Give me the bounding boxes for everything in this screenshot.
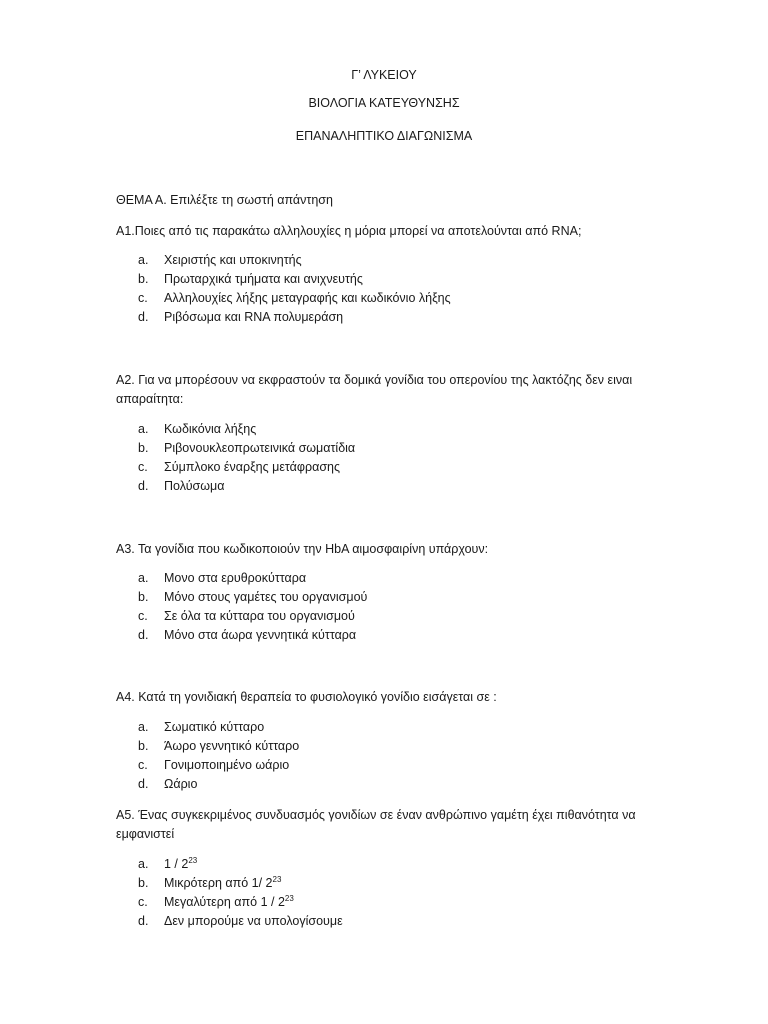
option-item xyxy=(138,893,343,912)
option-text: Σε όλα τα κύτταρα του οργανισμού xyxy=(164,609,355,623)
header-subject: ΒΙΟΛΟΓΙΑ ΚΑΤΕΥΘΥΝΣΗΣ xyxy=(308,96,460,110)
option-item xyxy=(138,251,451,270)
option-item xyxy=(138,756,299,775)
option-superscript: 23 xyxy=(272,875,282,884)
option-letter: b. xyxy=(138,876,149,890)
option-item xyxy=(138,874,343,893)
option-letter: d. xyxy=(138,628,149,642)
option-item xyxy=(138,420,355,439)
option-text: Μόνο στα άωρα γεννητικά κύτταρα xyxy=(164,628,357,642)
options-a5 xyxy=(138,855,343,931)
option-item xyxy=(138,308,451,327)
option-item xyxy=(138,855,343,874)
option-text: Χειριστής και υποκινητής xyxy=(164,253,302,267)
question-a5: Α5. Ένας συγκεκριμένος συνδυασμός γονιδίων σε έναν ανθρώπινο γαμέτη έχει πιθανότητα να εμφανιστεί xyxy=(116,808,636,841)
option-superscript: 23 xyxy=(284,894,294,903)
option-text: Σύμπλοκο έναρξης μετάφρασης xyxy=(164,460,341,474)
section-title: ΘΕΜΑ Α. Επιλέξτε τη σωστή απάντηση xyxy=(116,193,333,207)
options-a2 xyxy=(138,420,355,496)
option-item xyxy=(138,270,451,289)
option-letter: a. xyxy=(138,857,149,871)
options-a4 xyxy=(138,718,299,794)
option-letter: a. xyxy=(138,422,149,436)
option-letter: a. xyxy=(138,720,149,734)
option-letter: a. xyxy=(138,571,149,585)
option-letter: b. xyxy=(138,441,149,455)
option-item xyxy=(138,439,355,458)
header-exam: ΕΠΑΝΑΛΗΠΤΙΚΟ ΔΙΑΓΩΝΙΣΜΑ xyxy=(295,129,473,143)
question-a1: Α1.Ποιες από τις παρακάτω αλληλουχίες η μόρια μπορεί να αποτελούνται από RNA; xyxy=(116,224,582,238)
option-text: Πολύσωμα xyxy=(164,479,225,493)
question-a2: Α2. Για να μπορέσουν να εκφραστούν τα δομικά γονίδια του οπερονίου της λακτόζης δεν ειναι απαραίτητα: xyxy=(116,373,633,406)
option-item xyxy=(138,289,451,308)
option-text: Μεγαλύτερη από 1 / 2 xyxy=(164,895,285,909)
option-text: Ριβόσωμα και RNA πολυμεράση xyxy=(164,310,344,324)
option-text: Ωάριο xyxy=(164,777,198,791)
option-item xyxy=(138,477,355,496)
option-text: Αλληλουχίες λήξης μεταγραφής και κωδικόνιο λήξης xyxy=(164,291,451,305)
option-text: Ριβονουκλεοπρωτεινικά σωματίδια xyxy=(164,441,356,455)
question-a3: Α3. Τα γονίδια που κωδικοποιούν την HbA αιμοσφαιρίνη υπάρχουν: xyxy=(116,542,489,556)
option-letter: c. xyxy=(138,895,148,909)
option-item xyxy=(138,775,299,794)
option-text: Άωρο γεννητικό κύτταρο xyxy=(164,739,300,753)
option-letter: d. xyxy=(138,777,149,791)
option-text: Γονιμοποιημένο ωάριο xyxy=(164,758,290,772)
option-item xyxy=(138,737,299,756)
option-item xyxy=(138,458,355,477)
header-grade: Γ’ ΛΥΚΕΙΟΥ xyxy=(351,68,417,82)
option-item xyxy=(138,626,367,645)
option-letter: a. xyxy=(138,253,149,267)
option-item xyxy=(138,588,367,607)
option-text: Δεν μπορούμε να υπολογίσουμε xyxy=(164,914,343,928)
option-letter: c. xyxy=(138,758,148,772)
option-text: Μικρότερη από 1/ 2 xyxy=(164,876,273,890)
option-item xyxy=(138,569,367,588)
question-a4: Α4. Κατά τη γονιδιακή θεραπεία το φυσιολογικό γονίδιο εισάγεται σε : xyxy=(116,690,497,704)
option-text: Μόνο στους γαμέτες του οργανισμού xyxy=(164,590,368,604)
options-a3 xyxy=(138,569,367,645)
option-letter: d. xyxy=(138,479,149,493)
options-a1 xyxy=(138,251,451,327)
option-letter: b. xyxy=(138,590,149,604)
option-letter: b. xyxy=(138,272,149,286)
option-letter: c. xyxy=(138,291,148,305)
option-text: Σωματικό κύτταρο xyxy=(164,720,265,734)
option-superscript: 23 xyxy=(188,856,198,865)
option-letter: b. xyxy=(138,739,149,753)
option-text: Κωδικόνια λήξης xyxy=(164,422,257,436)
option-text: 1 / 2 xyxy=(164,857,189,871)
option-item xyxy=(138,912,343,931)
option-letter: c. xyxy=(138,609,148,623)
option-text: Πρωταρχικά τμήματα και ανιχνευτής xyxy=(164,272,363,286)
option-item xyxy=(138,607,367,626)
option-letter: c. xyxy=(138,460,148,474)
option-text: Μονο στα ερυθροκύτταρα xyxy=(164,571,307,585)
option-letter: d. xyxy=(138,914,149,928)
option-letter: d. xyxy=(138,310,149,324)
option-item xyxy=(138,718,299,737)
